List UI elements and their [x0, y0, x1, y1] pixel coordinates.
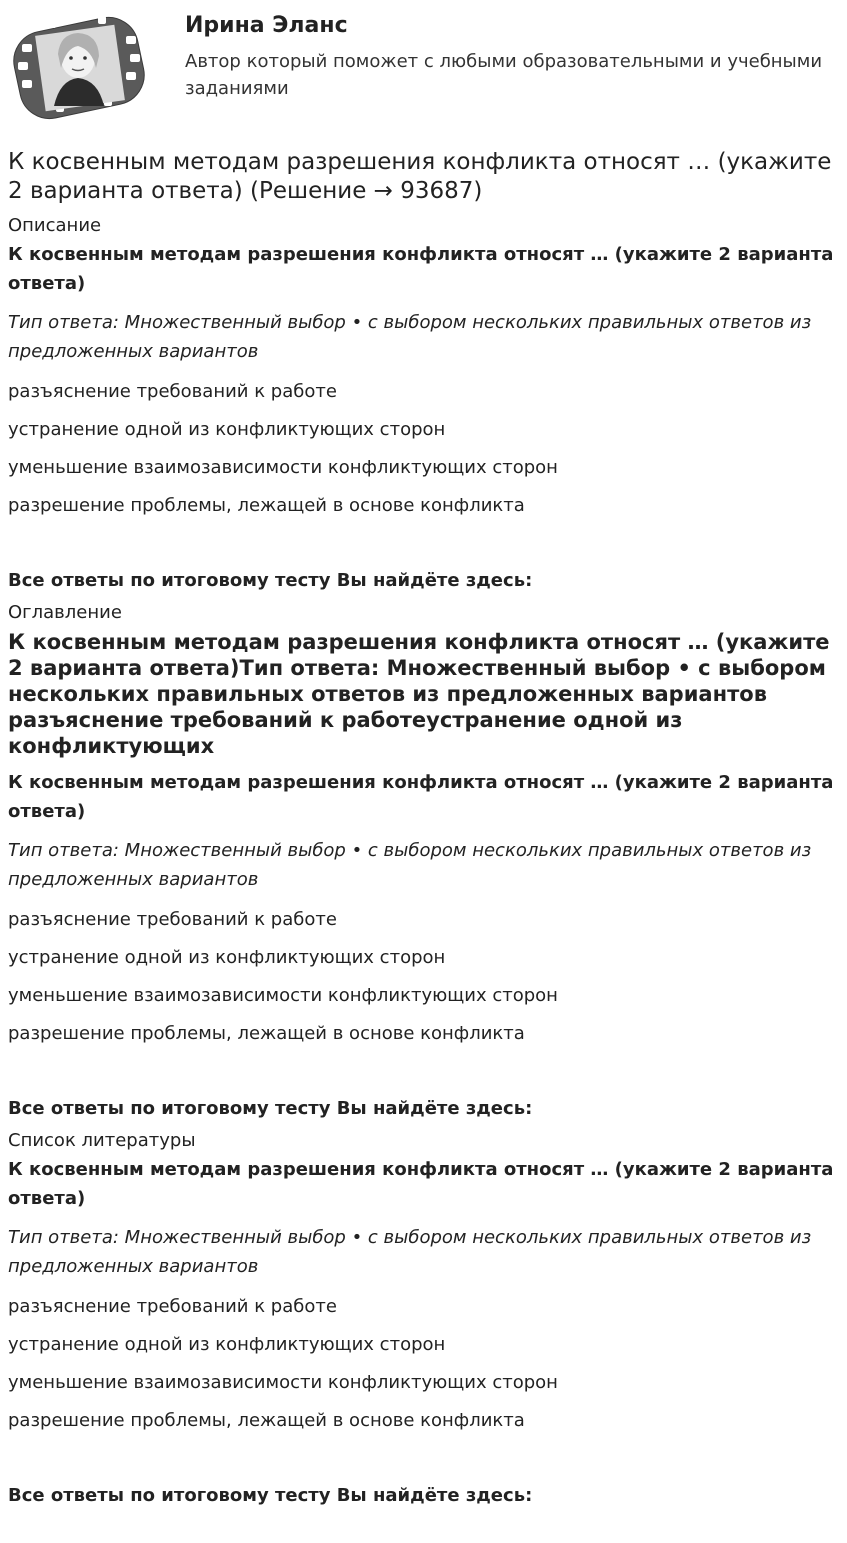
answer-option: разъяснение требований к работе: [8, 1296, 337, 1317]
question-text: К косвенным методам разрешения конфликта относят … (укажите 2 варианта ответа): [8, 244, 834, 294]
answer-type-text: Тип ответа: Множественный выбор • с выбором нескольких правильных ответов из предложенных вариантов: [8, 1227, 812, 1277]
author-name[interactable]: Ирина Эланс: [185, 13, 348, 38]
author-block: [8, 0, 839, 130]
answer-option: уменьшение взаимозависимости конфликтующих сторон: [8, 985, 558, 1006]
answer-type-text: Тип ответа: Множественный выбор • с выбором нескольких правильных ответов из предложенных вариантов: [8, 312, 812, 362]
answer-option: уменьшение взаимозависимости конфликтующих сторон: [8, 457, 558, 478]
answer-option: разрешение проблемы, лежащей в основе конфликта: [8, 495, 525, 516]
author-description: Автор который поможет с любыми образовательными и учебными заданиями: [185, 51, 823, 99]
description-section: [8, 214, 839, 593]
bibliography-section: [8, 1129, 839, 1508]
question-text: К косвенным методам разрешения конфликта относят … (укажите 2 варианта ответа): [8, 1159, 834, 1209]
section-label-contents: Оглавление: [8, 602, 122, 623]
answer-option: разъяснение требований к работе: [8, 909, 337, 930]
answer-type-text: Тип ответа: Множественный выбор • с выбором нескольких правильных ответов из предложенных вариантов: [8, 840, 812, 890]
answer-option: устранение одной из конфликтующих сторон: [8, 1334, 446, 1355]
answer-option: разрешение проблемы, лежащей в основе конфликта: [8, 1023, 525, 1044]
author-info: [185, 12, 825, 102]
answer-option: разъяснение требований к работе: [8, 381, 337, 402]
question-text: К косвенным методам разрешения конфликта относят … (укажите 2 варианта ответа): [8, 772, 834, 822]
answer-option: разрешение проблемы, лежащей в основе конфликта: [8, 1410, 525, 1431]
answer-option: устранение одной из конфликтующих сторон: [8, 947, 446, 968]
answer-option: уменьшение взаимозависимости конфликтующих сторон: [8, 1372, 558, 1393]
all-answers-note: Все ответы по итоговому тесту Вы найдёте здесь:: [8, 1485, 533, 1506]
contents-section: [8, 601, 839, 1121]
section-label-description: Описание: [8, 215, 102, 236]
page-title: К косвенным методам разрешения конфликта относят … (укажите 2 варианта ответа) (Решение → 93687): [8, 149, 832, 204]
author-avatar[interactable]: [8, 6, 150, 128]
answer-option: устранение одной из конфликтующих сторон: [8, 419, 446, 440]
contents-heading: К косвенным методам разрешения конфликта относят … (укажите 2 варианта ответа)Тип ответа: Множественный выбор • с выбором нескольких правильных ответов из предложенных вариантов разъяснение требований к работеустранение одной из конфликтующих: [8, 630, 830, 758]
all-answers-note: Все ответы по итоговому тесту Вы найдёте здесь:: [8, 570, 533, 591]
section-label-bibliography: Список литературы: [8, 1130, 196, 1151]
all-answers-note: Все ответы по итоговому тесту Вы найдёте здесь:: [8, 1098, 533, 1119]
page: [8, 0, 839, 1508]
